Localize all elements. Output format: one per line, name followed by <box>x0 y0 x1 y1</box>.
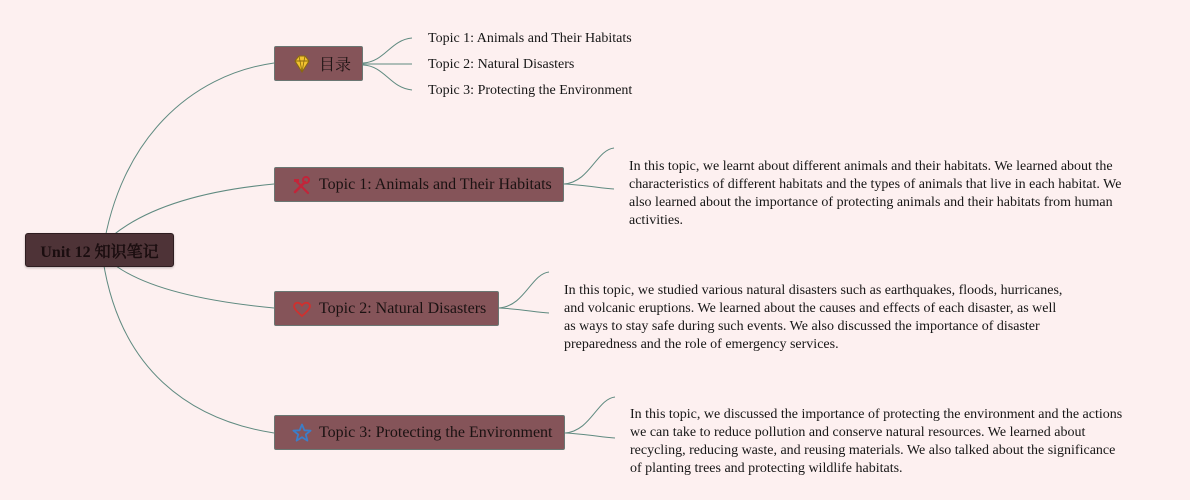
toc-item-2[interactable]: Topic 2: Natural Disasters <box>428 57 575 72</box>
topic-1-label: Topic 1: Animals and Their Habitats <box>319 175 552 193</box>
link-toc-item1 <box>363 38 412 63</box>
toc-label: 目录 <box>319 57 352 74</box>
link-root-topic2 <box>116 266 274 308</box>
link-topic1-note <box>564 148 614 184</box>
link-topic3-note-b <box>565 433 615 438</box>
diamond-icon <box>291 53 313 75</box>
topic-3-note: In this topic, we discussed the importance of protecting the environment and the actions we can take to reduce pollution and conserve natural resources. We learned about recycling, reducing waste, and reusing materials. We also talked about the significance of planting trees and protecting wildlife habitats. <box>630 407 1123 476</box>
topic-1-node[interactable] <box>274 167 564 202</box>
root-node[interactable] <box>25 233 174 267</box>
toc-item-1[interactable]: Topic 1: Animals and Their Habitats <box>428 31 632 46</box>
topic-1-note: In this topic, we learnt about different animals and their habitats. We learned about the characteristics of different habitats and the types of animals that live in each habitat. We also learned about the importance of protecting animals and their habitats from human activities. <box>629 159 1122 228</box>
topic-3-node[interactable] <box>274 415 565 450</box>
heart-icon <box>291 298 313 320</box>
link-topic1-note-b <box>564 184 614 189</box>
topic-2-node[interactable] <box>274 291 499 326</box>
link-root-toc <box>103 63 274 250</box>
topic-2-label: Topic 2: Natural Disasters <box>319 299 487 317</box>
link-topic3-note <box>565 397 615 433</box>
topic-2-note: In this topic, we studied various natural disasters such as earthquakes, floods, hurricanes, and volcanic eruptions. We learned about the causes and effects of each disaster, as well as ways to stay safe during such events. We also discussed the importance of disaster preparedness and the role of emergency services. <box>564 283 1063 352</box>
topic-3-label: Topic 3: Protecting the Environment <box>319 423 553 441</box>
star-icon <box>291 422 313 444</box>
root-label: Unit 12 知识笔记 <box>40 243 159 261</box>
link-topic2-note-b <box>499 308 549 313</box>
link-root-topic3 <box>103 260 274 433</box>
link-root-topic1 <box>112 184 274 236</box>
link-topic2-note <box>499 272 549 308</box>
toc-node[interactable] <box>274 46 363 81</box>
tools-icon <box>291 174 313 196</box>
link-toc-item3 <box>363 65 412 90</box>
toc-item-3[interactable]: Topic 3: Protecting the Environment <box>428 83 633 98</box>
